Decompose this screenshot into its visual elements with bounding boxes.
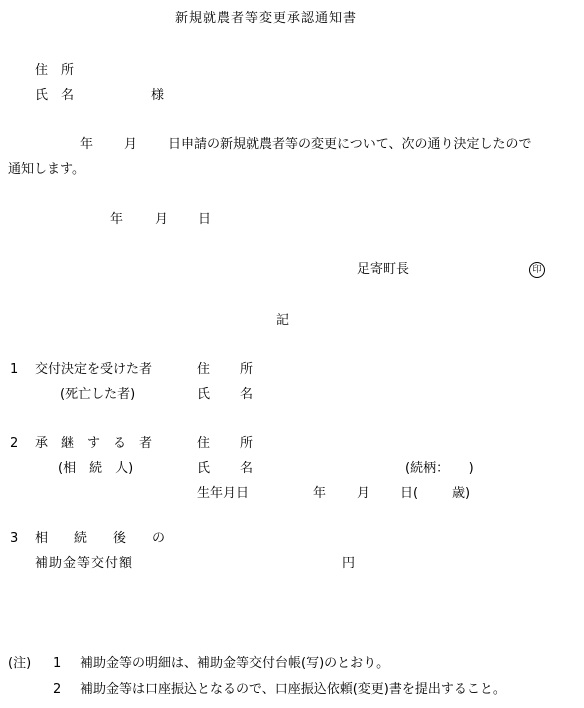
item3-number: 3: [10, 531, 19, 546]
item3-label-line2: 補助金等交付額: [35, 556, 134, 571]
note1-text: 補助金等の明細は、補助金等交付台帳(写)のとおり。: [80, 656, 390, 671]
item2-field2-b: 名: [240, 461, 254, 476]
item2-birth-day: 日(: [400, 486, 419, 501]
item3-unit: 円: [342, 556, 356, 571]
item1-field2-a: 氏: [197, 387, 211, 402]
address-label: 住 所: [35, 63, 75, 78]
item2-sublabel: (相 続 人): [58, 461, 134, 476]
item1-field2-b: 名: [240, 387, 254, 402]
notes-prefix: (注): [8, 656, 32, 671]
body-year: 年: [80, 137, 94, 152]
date-year: 年: [110, 212, 124, 227]
item3-label-line1: 相 続 後 の: [35, 531, 166, 546]
body-text-line2: 通知します。: [8, 162, 85, 177]
item2-field1-a: 住: [197, 436, 211, 451]
item2-field1-b: 所: [240, 436, 254, 451]
honorific: 様: [151, 88, 165, 103]
date-day: 日: [198, 212, 212, 227]
item2-relation: (続柄： ): [405, 461, 474, 476]
item1-number: 1: [10, 362, 19, 377]
note1-number: 1: [53, 656, 62, 671]
body-text-line1: 日申請の新規就農者等の変更について、次の通り決定したので: [168, 137, 532, 152]
name-label: 氏 名: [35, 88, 75, 103]
item2-label: 承 継 す る 者: [35, 436, 153, 451]
document-title: 新規就農者等変更承認通知書: [175, 11, 358, 26]
seal-mark: 印: [529, 262, 545, 278]
date-month: 月: [155, 212, 169, 227]
note2-number: 2: [53, 682, 62, 697]
item1-label: 交付決定を受けた者: [35, 362, 153, 377]
ki-heading: 記: [276, 313, 290, 328]
item2-number: 2: [10, 436, 19, 451]
item1-field1-b: 所: [240, 362, 254, 377]
note2-text: 補助金等は口座振込となるので、口座振込依頼(変更)書を提出すること。: [80, 682, 506, 697]
item1-field1-a: 住: [197, 362, 211, 377]
issuer-name: 足寄町長: [357, 262, 410, 277]
item1-sublabel: (死亡した者): [60, 387, 136, 402]
item2-birth-age: 歳): [452, 486, 471, 501]
item2-birth-year: 年: [313, 486, 327, 501]
item2-birth-month: 月: [357, 486, 371, 501]
item2-birth-label: 生年月日: [197, 486, 250, 501]
body-month: 月: [124, 137, 138, 152]
item2-field2-a: 氏: [197, 461, 211, 476]
